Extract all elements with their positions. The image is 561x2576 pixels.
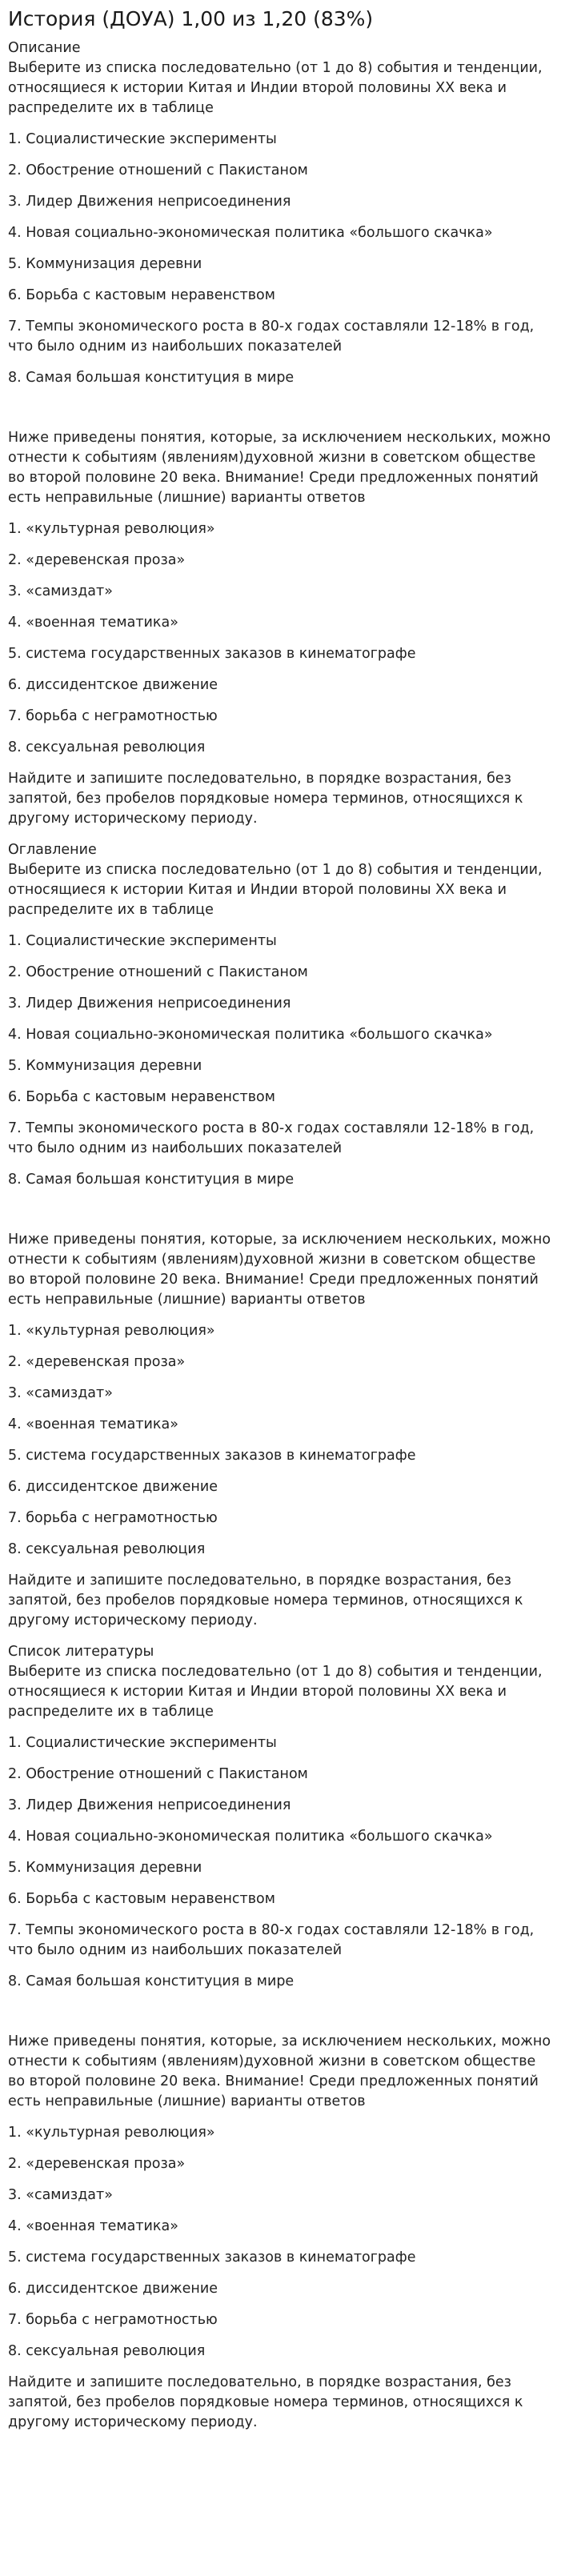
list-item: 4. Новая социально-экономическая политика «большого скачка» — [8, 225, 493, 241]
list-item: 8. сексуальная революция — [8, 1541, 206, 1557]
list-item: 2. Обострение отношений с Пакистаном — [8, 162, 308, 178]
list-item: 7. борьба с неграмотностью — [8, 2312, 218, 2328]
list-item: 3. «самиздат» — [8, 1385, 113, 1401]
list-item: 1. Социалистические эксперименты — [8, 1735, 277, 1751]
page-title: История (ДОУА) 1,00 из 1,20 (83%) — [8, 7, 374, 30]
list-item: 1. Социалистические эксперименты — [8, 131, 277, 147]
list-item: 1. Социалистические эксперименты — [8, 933, 277, 949]
list-item: 7. Темпы экономического роста в 80-х годах составляли 12-18% в год, что было одним из наибольших показателей — [8, 1922, 535, 1958]
task1-intro: Выберите из списка последовательно (от 1 до 8) события и тенденции, относящиеся к истории Китая и Индии второй половины XX века и распределите их в таблице — [8, 862, 543, 918]
section-bibliography — [8, 1642, 553, 2433]
task2-list — [8, 2123, 553, 2362]
task2-list — [8, 519, 553, 758]
list-item: 5. система государственных заказов в кинематографе — [8, 1448, 416, 1464]
task2-list — [8, 1321, 553, 1560]
task2-outro: Найдите и запишите последовательно, в порядке возрастания, без запятой, без пробелов порядковые номера терминов, относящихся к другому историческому периоду. — [8, 2374, 523, 2430]
list-item: 5. система государственных заказов в кинематографе — [8, 2249, 416, 2266]
list-item: 3. «самиздат» — [8, 583, 113, 599]
list-item: 6. Борьба с кастовым неравенством — [8, 287, 275, 303]
list-item: 3. Лидер Движения неприсоединения — [8, 1797, 291, 1813]
section-contents — [8, 840, 553, 1642]
section-heading: Список литературы — [8, 1644, 154, 1660]
list-item: 3. Лидер Движения неприсоединения — [8, 194, 291, 210]
list-item: 6. диссидентское движение — [8, 2281, 218, 2297]
task2-outro: Найдите и запишите последовательно, в порядке возрастания, без запятой, без пробелов порядковые номера терминов, относящихся к другому историческому периоду. — [8, 771, 523, 827]
section-description — [8, 38, 553, 840]
task2-intro: Ниже приведены понятия, которые, за исключением нескольких, можно отнести к событиям (явлениям)духовной жизни в советском обществе во второй половине 20 века. Внимание! Среди предложенных понятий есть неправильные (лишние) варианты ответов — [8, 2033, 551, 2109]
section-heading: Оглавление — [8, 842, 97, 858]
list-item: 4. Новая социально-экономическая политика «большого скачка» — [8, 1027, 493, 1043]
task1-list — [8, 1733, 553, 1992]
list-item: 6. диссидентское движение — [8, 1479, 218, 1495]
list-item: 1. «культурная революция» — [8, 521, 215, 537]
list-item: 6. диссидентское движение — [8, 677, 218, 693]
list-item: 2. «деревенская проза» — [8, 552, 186, 568]
task1-list — [8, 130, 553, 388]
list-item: 8. Самая большая конституция в мире — [8, 1172, 295, 1188]
list-item: 6. Борьба с кастовым неравенством — [8, 1891, 275, 1907]
task2-intro: Ниже приведены понятия, которые, за исключением нескольких, можно отнести к событиям (явлениям)духовной жизни в советском обществе во второй половине 20 века. Внимание! Среди предложенных понятий есть неправильные (лишние) варианты ответов — [8, 430, 551, 506]
list-item: 4. Новая социально-экономическая политика «большого скачка» — [8, 1829, 493, 1845]
task2-intro: Ниже приведены понятия, которые, за исключением нескольких, можно отнести к событиям (явлениям)духовной жизни в советском обществе во второй половине 20 века. Внимание! Среди предложенных понятий есть неправильные (лишние) варианты ответов — [8, 1232, 551, 1308]
list-item: 7. борьба с неграмотностью — [8, 1510, 218, 1526]
spacer — [8, 388, 553, 428]
list-item: 7. Темпы экономического роста в 80-х годах составляли 12-18% в год, что было одним из наибольших показателей — [8, 1120, 535, 1156]
list-item: 8. Самая большая конституция в мире — [8, 1973, 295, 1989]
list-item: 7. Темпы экономического роста в 80-х годах составляли 12-18% в год, что было одним из наибольших показателей — [8, 318, 535, 355]
list-item: 6. Борьба с кастовым неравенством — [8, 1089, 275, 1105]
list-item: 8. сексуальная революция — [8, 2343, 206, 2359]
list-item: 1. «культурная революция» — [8, 2125, 215, 2141]
task2-outro: Найдите и запишите последовательно, в порядке возрастания, без запятой, без пробелов порядковые номера терминов, относящихся к другому историческому периоду. — [8, 1572, 523, 1629]
task1-list — [8, 931, 553, 1190]
section-heading: Описание — [8, 40, 81, 56]
list-item: 8. Самая большая конституция в мире — [8, 370, 295, 386]
list-item: 5. Коммунизация деревни — [8, 1058, 202, 1074]
list-item: 5. Коммунизация деревни — [8, 1860, 202, 1876]
list-item: 5. система государственных заказов в кинематографе — [8, 646, 416, 662]
list-item: 8. сексуальная революция — [8, 739, 206, 755]
list-item: 4. «военная тематика» — [8, 2218, 178, 2234]
list-item: 4. «военная тематика» — [8, 615, 178, 631]
spacer — [8, 1992, 553, 2032]
list-item: 7. борьба с неграмотностью — [8, 708, 218, 724]
task1-intro: Выберите из списка последовательно (от 1 до 8) события и тенденции, относящиеся к истории Китая и Индии второй половины XX века и распределите их в таблице — [8, 60, 543, 116]
list-item: 1. «культурная революция» — [8, 1323, 215, 1339]
list-item: 2. Обострение отношений с Пакистаном — [8, 1766, 308, 1782]
task1-intro: Выберите из списка последовательно (от 1 до 8) события и тенденции, относящиеся к истории Китая и Индии второй половины XX века и распределите их в таблице — [8, 1664, 543, 1720]
list-item: 2. «деревенская проза» — [8, 1354, 186, 1370]
list-item: 3. Лидер Движения неприсоединения — [8, 996, 291, 1012]
spacer — [8, 1190, 553, 1230]
list-item: 4. «военная тематика» — [8, 1416, 178, 1432]
list-item: 2. «деревенская проза» — [8, 2156, 186, 2172]
list-item: 2. Обострение отношений с Пакистаном — [8, 964, 308, 980]
list-item: 3. «самиздат» — [8, 2187, 113, 2203]
list-item: 5. Коммунизация деревни — [8, 256, 202, 272]
